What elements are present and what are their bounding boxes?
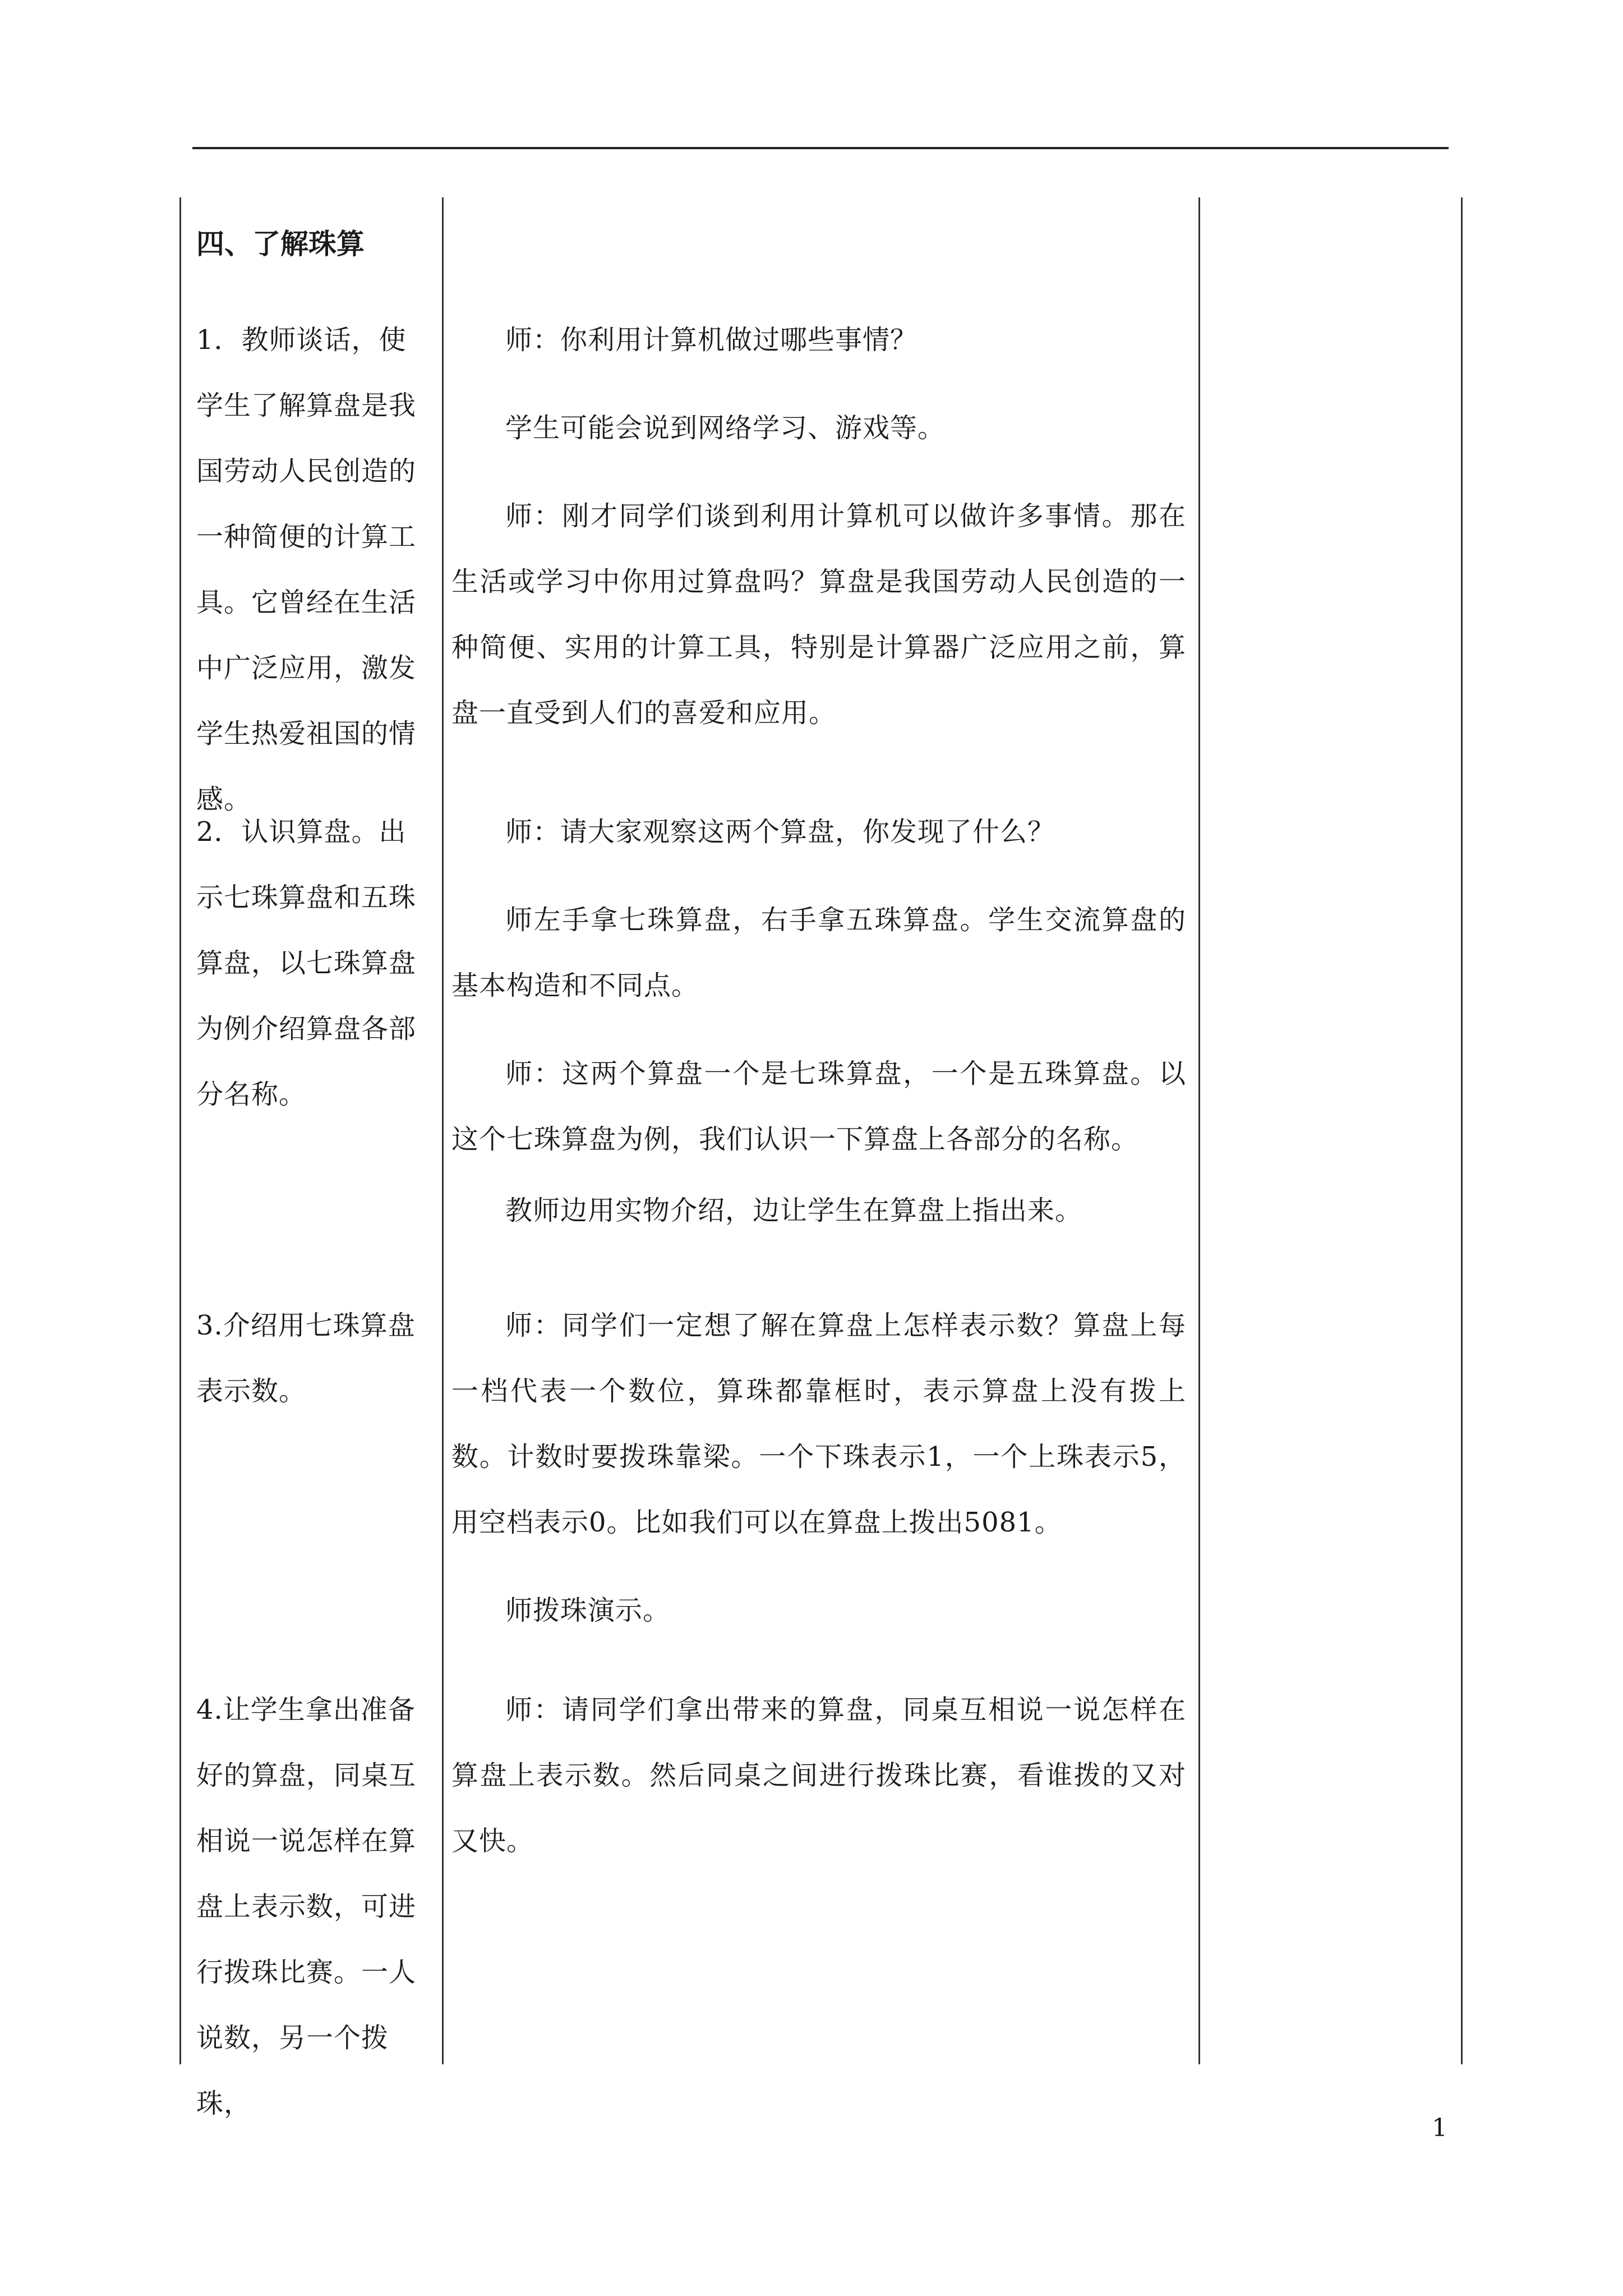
dialogue-line: 师：同学们一定想了解在算盘上怎样表示数？算盘上每一档代表一个数位，算珠都靠框时，表示算盘上没有拨上数。计数时要拨珠靠梁。一个下珠表示1，一个上珠表示5，用空档表示0。比如我们可以在算盘上拨出5081。 xyxy=(451,1310,1186,1538)
dialogue-line: 教师边用实物介绍，边让学生在算盘上指出来。 xyxy=(505,1195,1083,1226)
table-border-right xyxy=(1461,197,1463,2064)
page-number: 1 xyxy=(1432,2114,1447,2142)
dialogue-line: 师：你利用计算机做过哪些事情？ xyxy=(505,324,918,356)
dialogue-step-4 xyxy=(451,1677,1186,1874)
dialogue-step-3 xyxy=(451,1293,1186,1644)
dialogue-line: 师：请大家观察这两个算盘，你发现了什么？ xyxy=(505,816,1055,848)
section-heading: 四、了解珠算 xyxy=(196,227,365,260)
dialogue-step-2 xyxy=(451,799,1186,1244)
dialogue-line: 师：刚才同学们谈到利用计算机可以做许多事情。那在生活或学习中你用过算盘吗？算盘是我国劳动人民创造的一种简便、实用的计算工具，特别是计算器广泛应用之前，算盘一直受到人们的喜爱和应用。 xyxy=(451,500,1186,729)
step-1-description: 1．教师谈话，使学生了解算盘是我国劳动人民创造的一种简便的计算工具。它曾经在生活中广泛应用，激发学生热爱祖国的情感。 xyxy=(196,324,417,815)
step-4-description: 4.让学生拿出准备好的算盘，同桌互相说一说怎样在算盘上表示数，可进行拨珠比赛。一人说数，另一个拨珠， xyxy=(196,1694,417,2119)
table-border-col1 xyxy=(442,197,444,2064)
dialogue-line: 师：请同学们拿出带来的算盘，同桌互相说一说怎样在算盘上表示数。然后同桌之间进行拨珠比赛，看谁拨的又对又快。 xyxy=(451,1694,1186,1857)
step-3-description: 3.介绍用七珠算盘表示数。 xyxy=(196,1310,416,1407)
dialogue-line: 师拨珠演示。 xyxy=(505,1595,671,1626)
dialogue-line: 师左手拿七珠算盘，右手拿五珠算盘。学生交流算盘的基本构造和不同点。 xyxy=(451,904,1186,1001)
dialogue-line: 师：这两个算盘一个是七珠算盘，一个是五珠算盘。以这个七珠算盘为例，我们认识一下算盘上各部分的名称。 xyxy=(451,1058,1186,1155)
table-border-left xyxy=(179,197,181,2064)
header-rule xyxy=(192,147,1449,149)
step-2-description: 2．认识算盘。出示七珠算盘和五珠算盘，以七珠算盘为例介绍算盘各部分名称。 xyxy=(196,816,417,1110)
table-border-col2 xyxy=(1198,197,1200,2064)
dialogue-step-1 xyxy=(451,307,1186,746)
dialogue-line: 学生可能会说到网络学习、游戏等。 xyxy=(505,412,946,444)
